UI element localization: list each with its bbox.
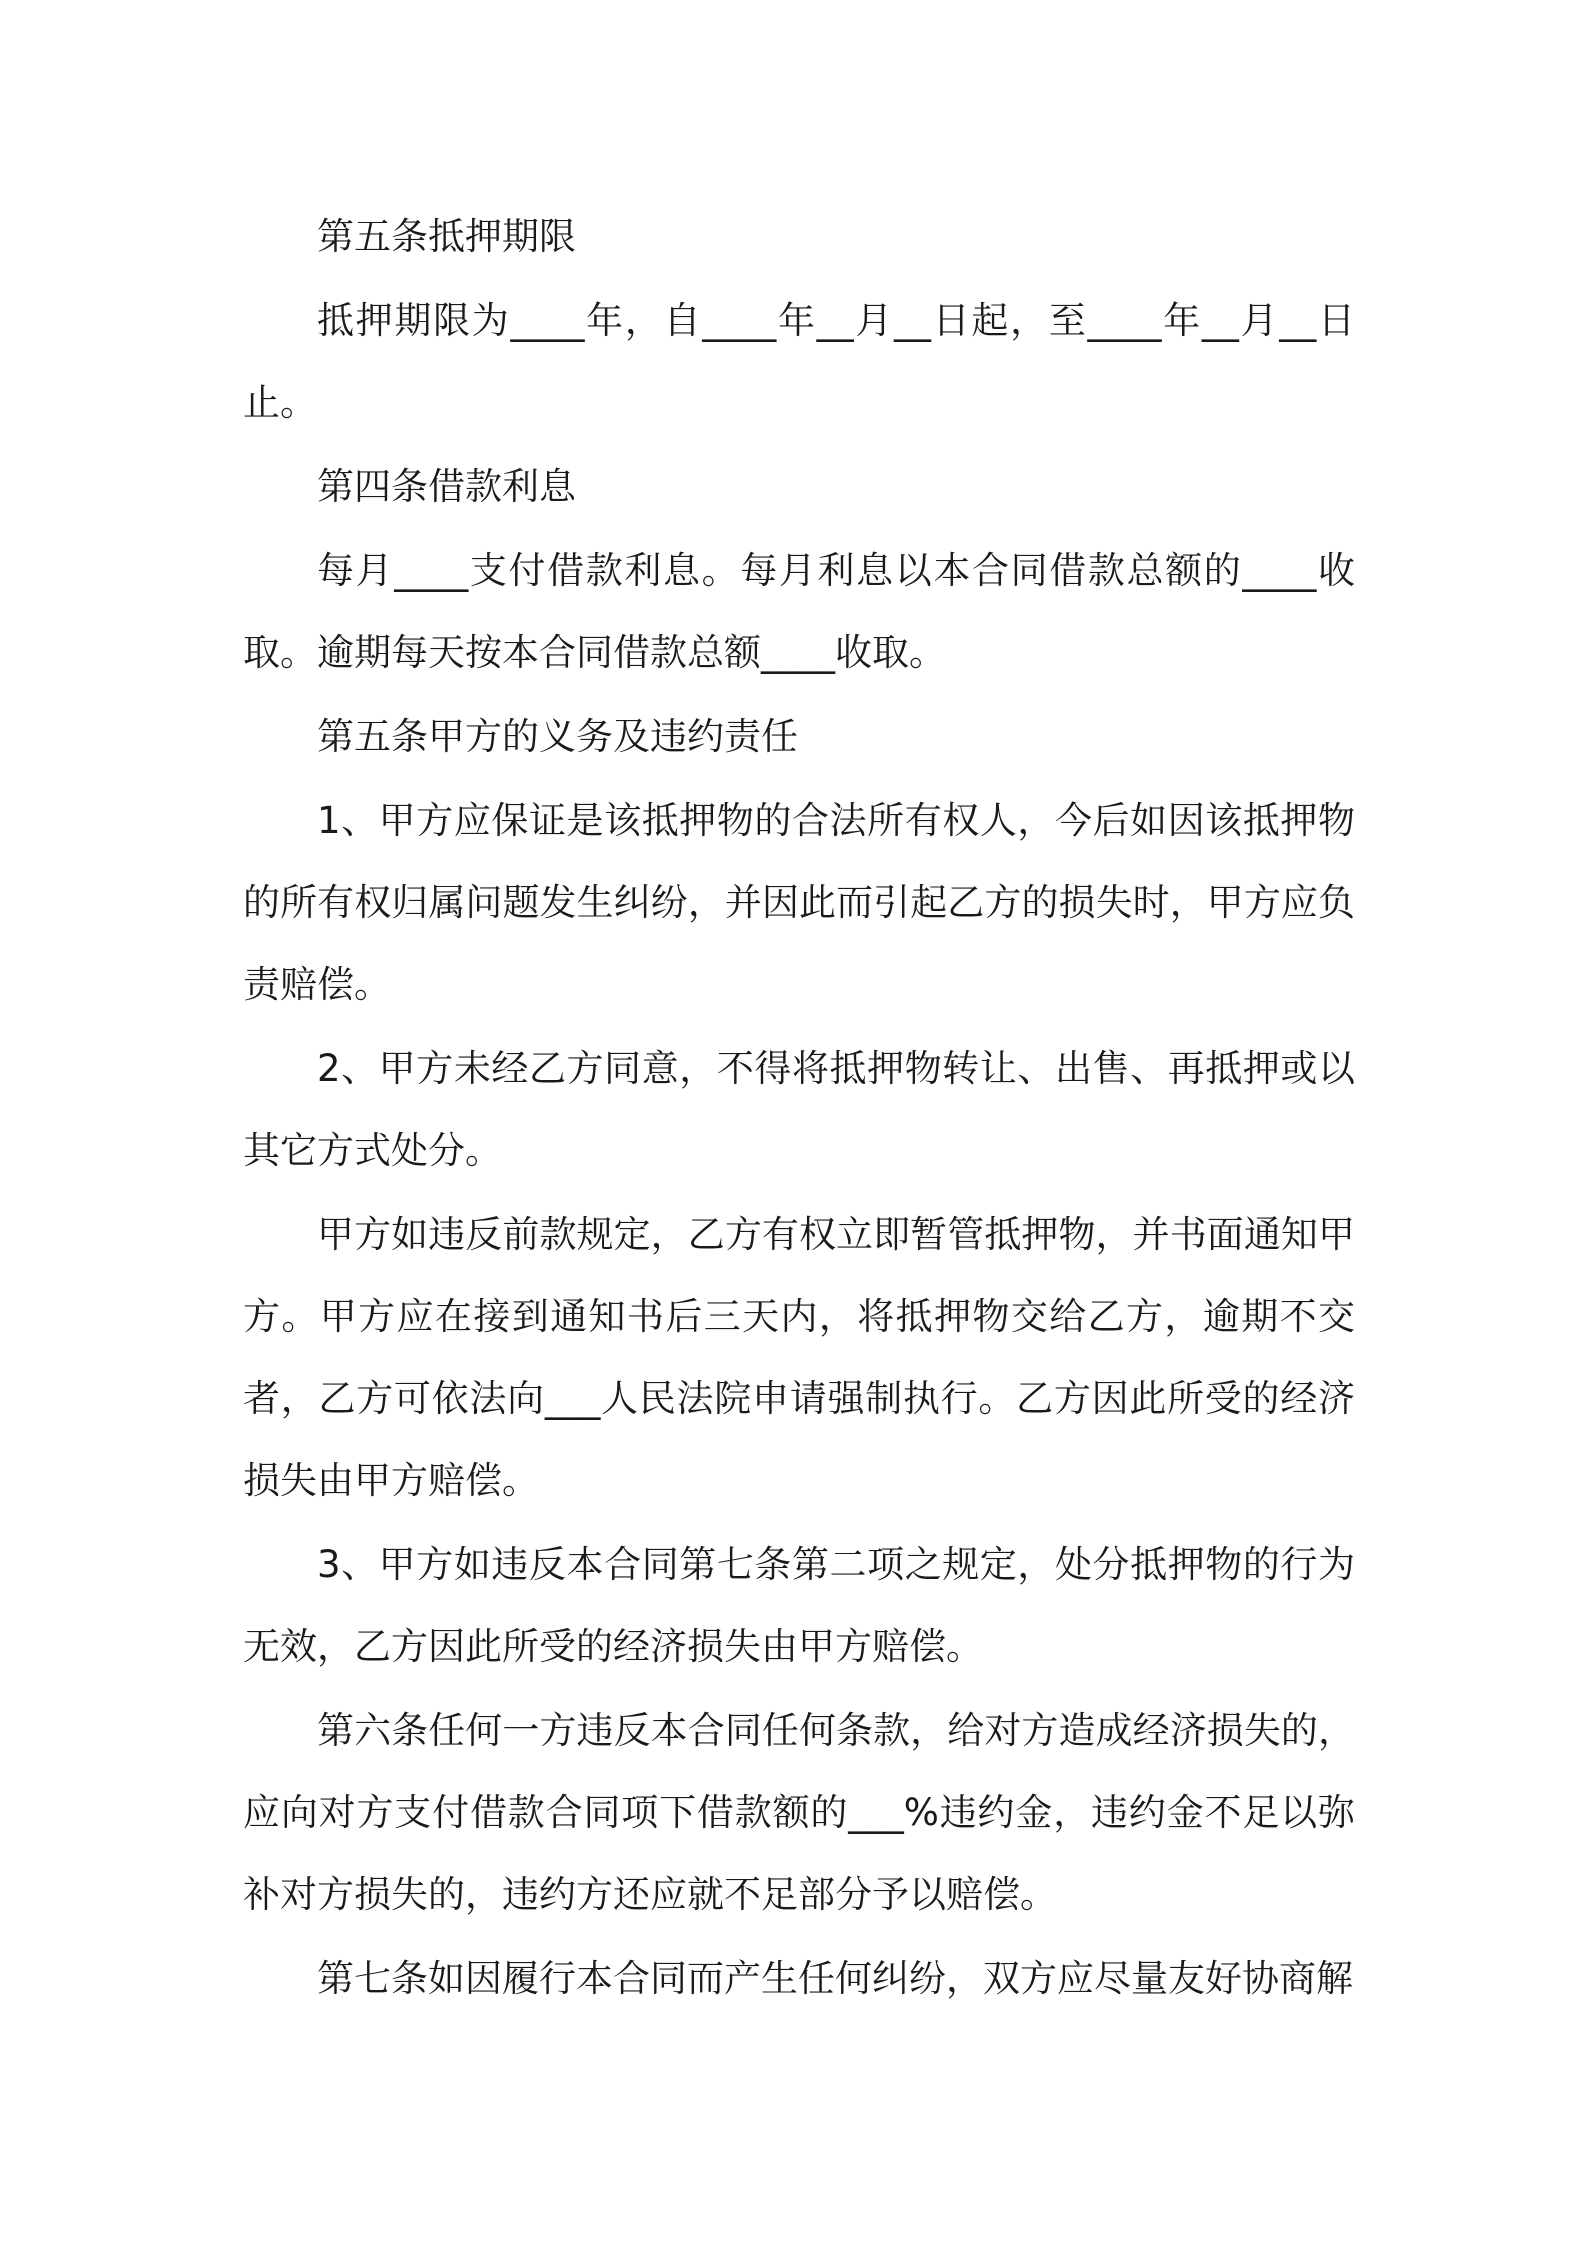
paragraph-breach-remedy: 甲方如违反前款规定，乙方有权立即暂管抵押物，并书面通知甲方。甲方应在接到通知书后三天内，将抵押物交给乙方，逾期不交者，乙方可依法向___人民法院申请强制执行。乙方因此所受的经济损失由甲方赔偿。 (243, 1213, 1355, 1502)
paragraph-clause-2: 2、甲方未经乙方同意，不得将抵押物转让、出售、再抵押或以其它方式处分。 (243, 1047, 1355, 1172)
section-heading-mortgage-term: 第五条抵押期限 (317, 215, 576, 258)
document-body (243, 196, 1355, 2020)
paragraph-article-7: 第七条如因履行本合同而产生任何纠纷，双方应尽量友好协商解 (317, 1957, 1353, 2000)
paragraph-loan-interest: 每月____支付借款利息。每月利息以本合同借款总额的____收取。逾期每天按本合同借款总额____收取。 (243, 549, 1355, 674)
section-heading-party-a-obligations: 第五条甲方的义务及违约责任 (317, 715, 798, 758)
section-heading-loan-interest: 第四条借款利息 (317, 465, 576, 508)
paragraph-clause-3: 3、甲方如违反本合同第七条第二项之规定，处分抵押物的行为无效，乙方因此所受的经济损失由甲方赔偿。 (243, 1543, 1355, 1668)
paragraph-mortgage-term: 抵押期限为____年，自____年__月__日起，至____年__月__日止。 (243, 299, 1355, 424)
paragraph-clause-1: 1、甲方应保证是该抵押物的合法所有权人，今后如因该抵押物的所有权归属问题发生纠纷，并因此而引起乙方的损失时，甲方应负责赔偿。 (243, 799, 1355, 1006)
paragraph-article-6: 第六条任何一方违反本合同任何条款，给对方造成经济损失的，应向对方支付借款合同项下借款额的___%违约金，违约金不足以弥补对方损失的，违约方还应就不足部分予以赔偿。 (243, 1709, 1355, 1916)
